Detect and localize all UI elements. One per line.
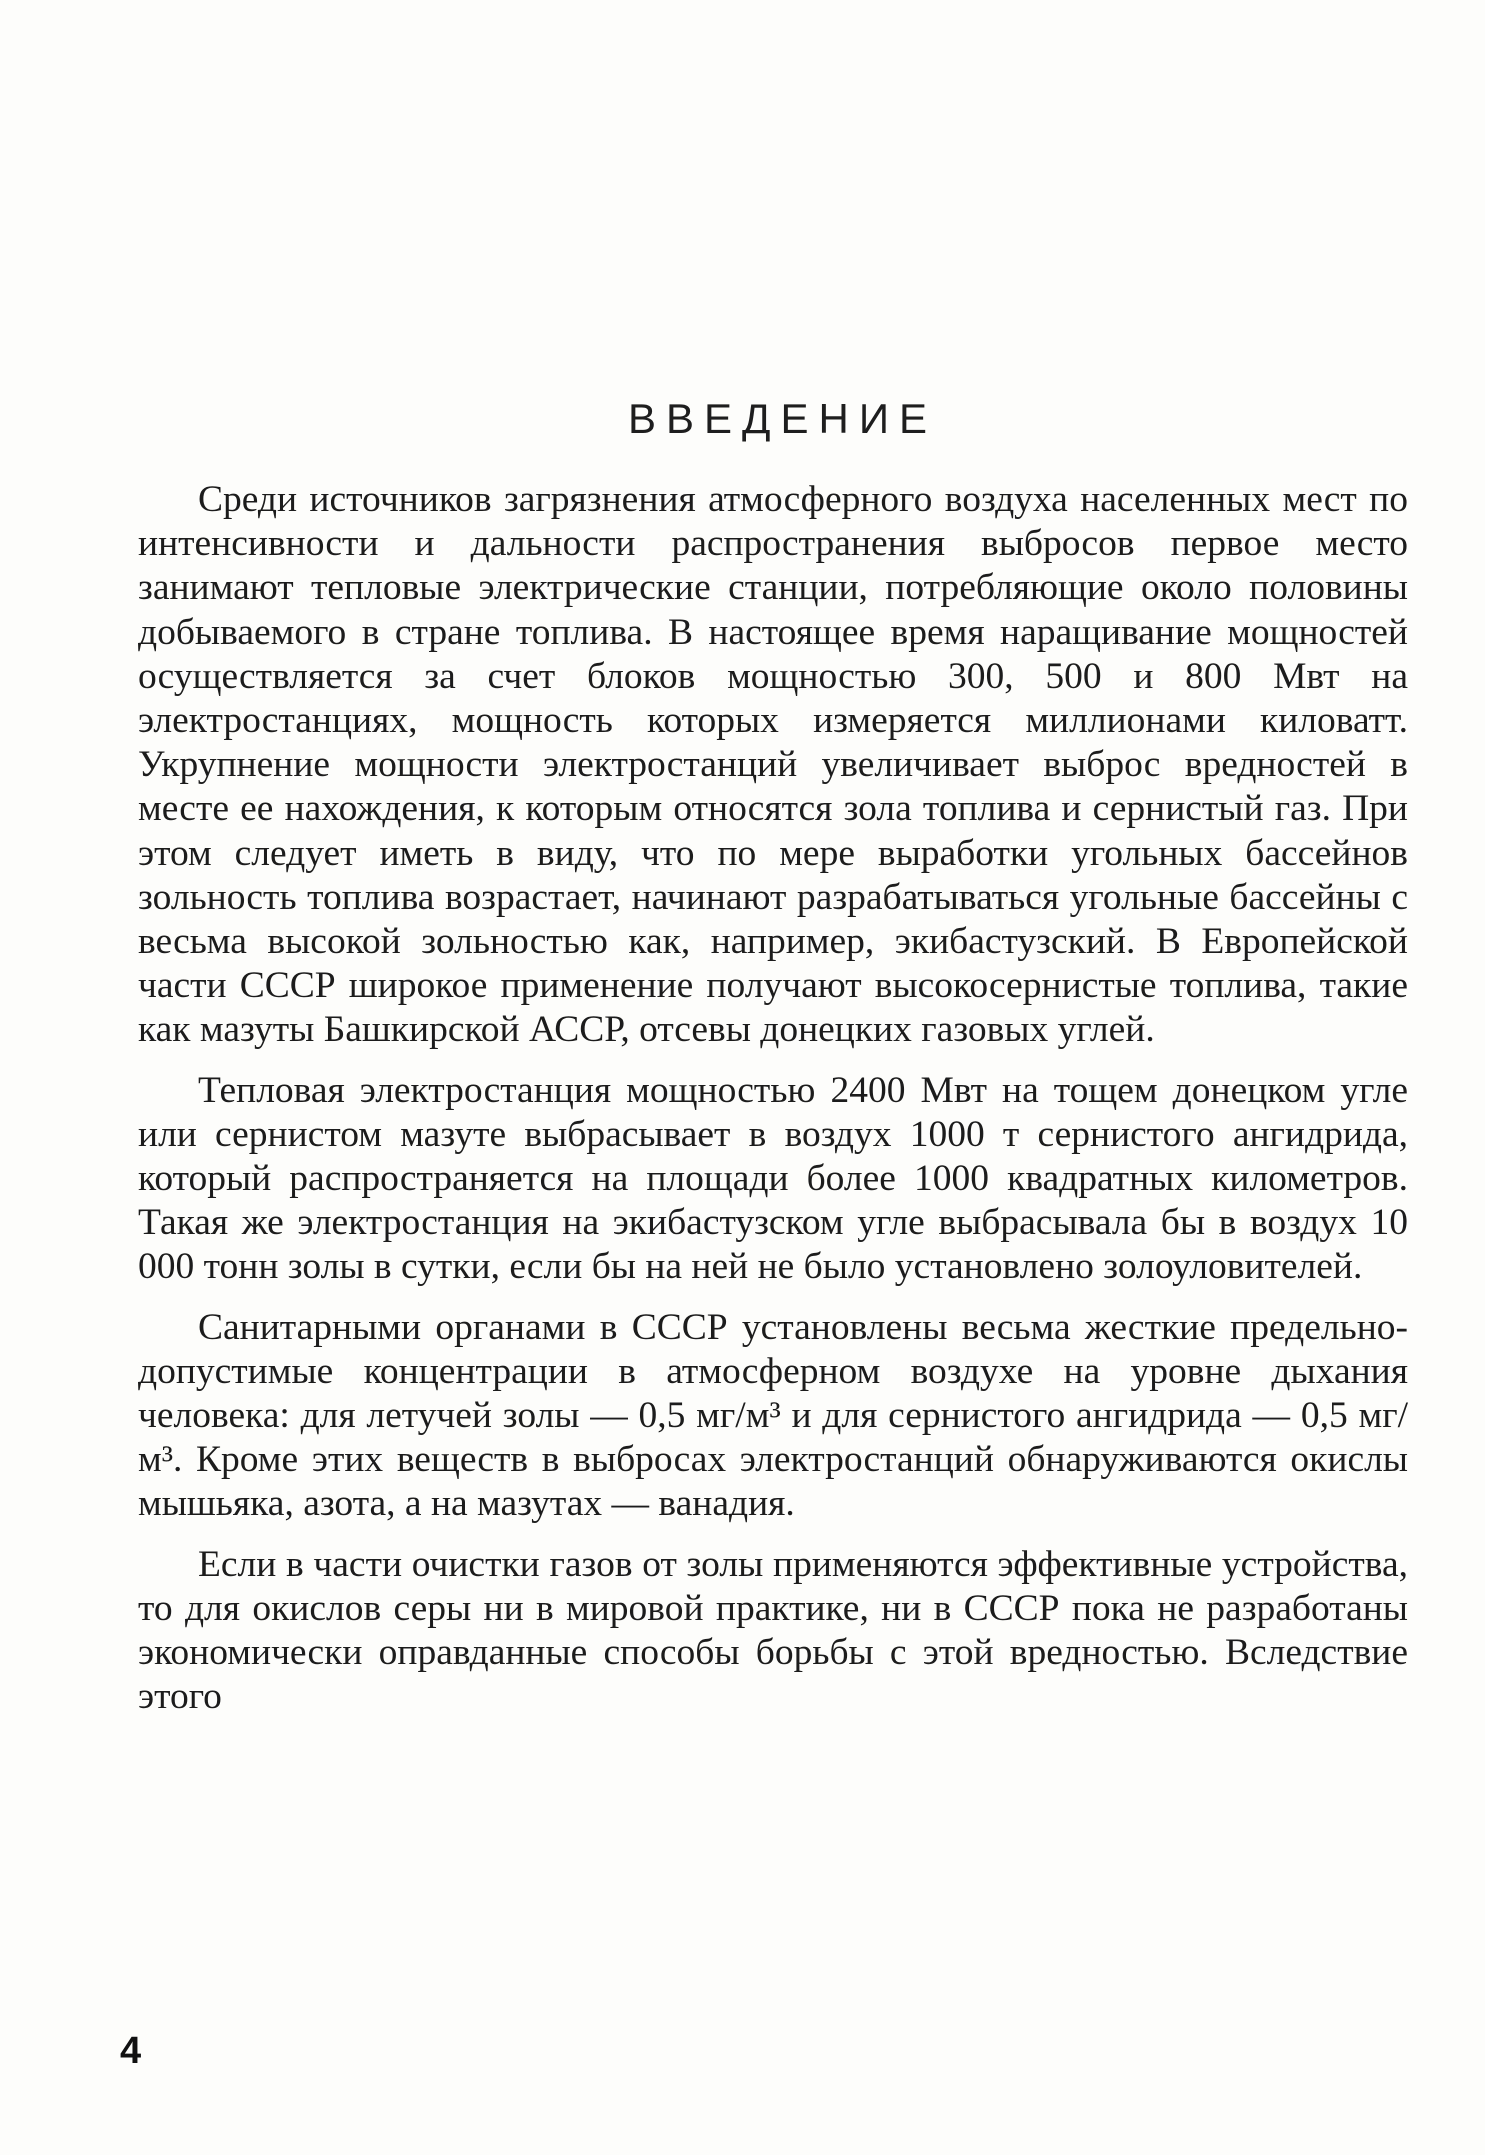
page-number: 4: [120, 2030, 142, 2072]
paragraph-3: Санитарными органами в СССР установлены весьма жесткие предельно-допустимые концентрации в атмосферном воздухе на уровне дыхания человека: для летучей золы — 0,5 мг/м³ и для сернистого ангидрида — 0,5 мг/м³. Кроме этих веществ в выбросах электростанций обнаруживаются окислы мышьяка, азота, а на мазутах — ванадия.: [138, 1306, 1408, 1525]
chapter-title: ВВЕДЕНИЕ: [627, 395, 938, 442]
body-text: [138, 478, 1408, 1719]
paragraph-4: Если в части очистки газов от золы применяются эффективные устройства, то для окислов серы ни в мировой практике, ни в СССР пока не разработаны экономически оправданные способы борьбы с этой вредностью. Вследствие этого: [138, 1543, 1408, 1718]
paragraph-2: Тепловая электростанция мощностью 2400 Мвт на тощем донецком угле или сернистом мазуте выбрасывает в воздух 1000 т сернистого ангидрида, который распространяется на площади более 1000 квадратных километров. Такая же электростанция на экибастузском угле выбрасывала бы в воздух 10 000 тонн золы в сутки, если бы на ней не было установлено золоуловителей.: [138, 1069, 1408, 1288]
paragraph-1: Среди источников загрязнения атмосферного воздуха населенных мест по интенсивности и дальности распространения выбросов первое место занимают тепловые электрические станции, потребляющие около половины добываемого в стране топлива. В настоящее время наращивание мощностей осуществляется за счет блоков мощностью 300, 500 и 800 Мвт на электростанциях, мощность которых измеряется миллионами киловатт. Укрупнение мощности электростанций увеличивает выброс вредностей в месте ее нахождения, к которым относятся зола топлива и сернистый газ. При этом следует иметь в виду, что по мере выработки угольных бассейнов зольность топлива возрастает, начинают разрабатываться угольные бассейны с весьма высокой зольностью как, например, экибастузский. В Европейской части СССР широкое применение получают высокосернистые топлива, такие как мазуты Башкирской АССР, отсевы донецких газовых углей.: [138, 479, 1408, 1051]
